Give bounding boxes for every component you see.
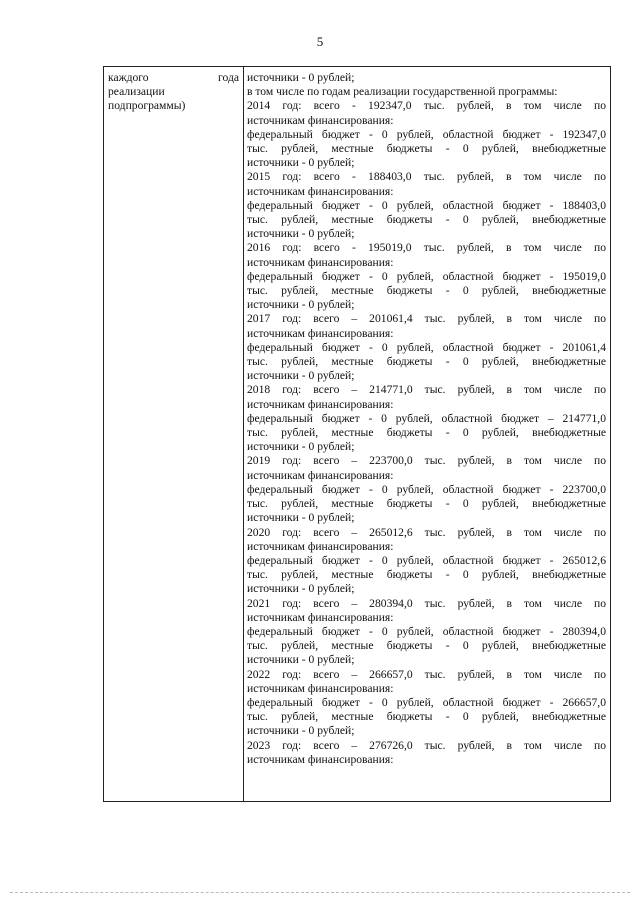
right-cell — [247, 71, 606, 767]
left-cell-word-1: каждого — [108, 71, 149, 84]
year-detail-2: тыс. рублей, местные бюджеты - 0 рублей, внебюджетные — [247, 284, 606, 298]
year-block — [247, 668, 606, 739]
page-number: 5 — [316, 34, 324, 49]
year-total: 2016 год: всего - 195019,0 тыс. рублей, в том числе по — [247, 241, 606, 255]
year-detail-2: тыс. рублей, местные бюджеты - 0 рублей, внебюджетные — [247, 639, 606, 653]
year-detail: федеральный бюджет - 0 рублей, областной бюджет - 223700,0 — [247, 482, 606, 496]
year-detail-3: источники - 0 рублей; — [247, 653, 355, 667]
year-total-cont: источникам финансирования: — [247, 610, 394, 624]
year-detail-2: тыс. рублей, местные бюджеты - 0 рублей, внебюджетные — [247, 142, 606, 156]
year-total-cont: источникам финансирования: — [247, 255, 394, 269]
year-detail: федеральный бюджет - 0 рублей, областной бюджет - 280394,0 — [247, 624, 606, 638]
year-detail-2: тыс. рублей, местные бюджеты - 0 рублей, внебюджетные — [247, 213, 606, 227]
year-detail-2: тыс. рублей, местные бюджеты - 0 рублей, внебюджетные — [247, 355, 606, 369]
year-detail: федеральный бюджет - 0 рублей, областной бюджет - 192347,0 — [247, 127, 606, 141]
year-detail-3: источники - 0 рублей; — [247, 298, 355, 312]
year-detail-3: источники - 0 рублей; — [247, 369, 355, 383]
year-total: 2022 год: всего – 266657,0 тыс. рублей, в том числе по — [247, 667, 606, 681]
year-2023-total-cont: источникам финансирования: — [247, 752, 394, 766]
year-block — [247, 241, 606, 312]
left-cell-line-3: подпрограммы) — [108, 99, 186, 113]
year-detail-2: тыс. рублей, местные бюджеты - 0 рублей, внебюджетные — [247, 497, 606, 511]
year-total-cont: источникам финансирования: — [247, 468, 394, 482]
year-detail: федеральный бюджет - 0 рублей, областной бюджет - 195019,0 — [247, 269, 606, 283]
year-2023-total: 2023 год: всего – 276726,0 тыс. рублей, в том числе по — [247, 738, 606, 752]
year-total-cont: источникам финансирования: — [247, 113, 394, 127]
year-detail-2: тыс. рублей, местные бюджеты - 0 рублей, внебюджетные — [247, 568, 606, 582]
year-total: 2021 год: всего – 280394,0 тыс. рублей, в том числе по — [247, 596, 606, 610]
year-detail: федеральный бюджет - 0 рублей, областной бюджет - 201061,4 — [247, 340, 606, 354]
year-total-cont: источникам финансирования: — [247, 326, 394, 340]
year-block — [247, 526, 606, 597]
year-total: 2018 год: всего – 214771,0 тыс. рублей, в том числе по — [247, 383, 606, 397]
year-detail-3: источники - 0 рублей; — [247, 440, 355, 454]
left-cell-line-2: реализации — [108, 85, 165, 99]
left-cell-line-1 — [108, 71, 239, 85]
page-bottom-rule — [10, 892, 630, 893]
year-block — [247, 170, 606, 241]
year-block — [247, 454, 606, 525]
year-total-cont: источникам финансирования: — [247, 184, 394, 198]
year-detail-3: источники - 0 рублей; — [247, 227, 355, 241]
year-detail-3: источники - 0 рублей; — [247, 582, 355, 596]
year-total-cont: источникам финансирования: — [247, 681, 394, 695]
column-divider — [243, 67, 244, 801]
year-detail: федеральный бюджет - 0 рублей, областной бюджет - 265012,6 — [247, 553, 606, 567]
year-detail: федеральный бюджет - 0 рублей, областной бюджет - 188403,0 — [247, 198, 606, 212]
year-detail-2: тыс. рублей, местные бюджеты - 0 рублей, внебюджетные — [247, 710, 606, 724]
left-cell-word-2: года — [218, 71, 239, 84]
year-block — [247, 597, 606, 668]
year-block — [247, 99, 606, 170]
year-detail-3: источники - 0 рублей; — [247, 156, 355, 170]
year-detail-3: источники - 0 рублей; — [247, 511, 355, 525]
year-total-cont: источникам финансирования: — [247, 539, 394, 553]
funding-table — [103, 66, 611, 802]
year-total: 2020 год: всего – 265012,6 тыс. рублей, в том числе по — [247, 525, 606, 539]
year-detail: федеральный бюджет - 0 рублей, областной бюджет - 266657,0 — [247, 695, 606, 709]
intro-line-1: источники - 0 рублей; — [247, 71, 355, 84]
year-block — [247, 383, 606, 454]
year-detail-3: источники - 0 рублей; — [247, 724, 355, 738]
year-total: 2017 год: всего – 201061,4 тыс. рублей, в том числе по — [247, 312, 606, 326]
year-total: 2014 год: всего - 192347,0 тыс. рублей, в том числе по — [247, 99, 606, 113]
year-detail-2: тыс. рублей, местные бюджеты - 0 рублей, внебюджетные — [247, 426, 606, 440]
year-total: 2015 год: всего - 188403,0 тыс. рублей, в том числе по — [247, 170, 606, 184]
year-blocks — [247, 99, 606, 738]
year-total: 2019 год: всего – 223700,0 тыс. рублей, в том числе по — [247, 454, 606, 468]
year-block — [247, 312, 606, 383]
intro-line-2: в том числе по годам реализации государственной программы: — [247, 85, 558, 99]
year-detail: федеральный бюджет - 0 рублей, областной бюджет – 214771,0 — [247, 411, 606, 425]
year-total-cont: источникам финансирования: — [247, 397, 394, 411]
left-cell — [108, 71, 239, 114]
